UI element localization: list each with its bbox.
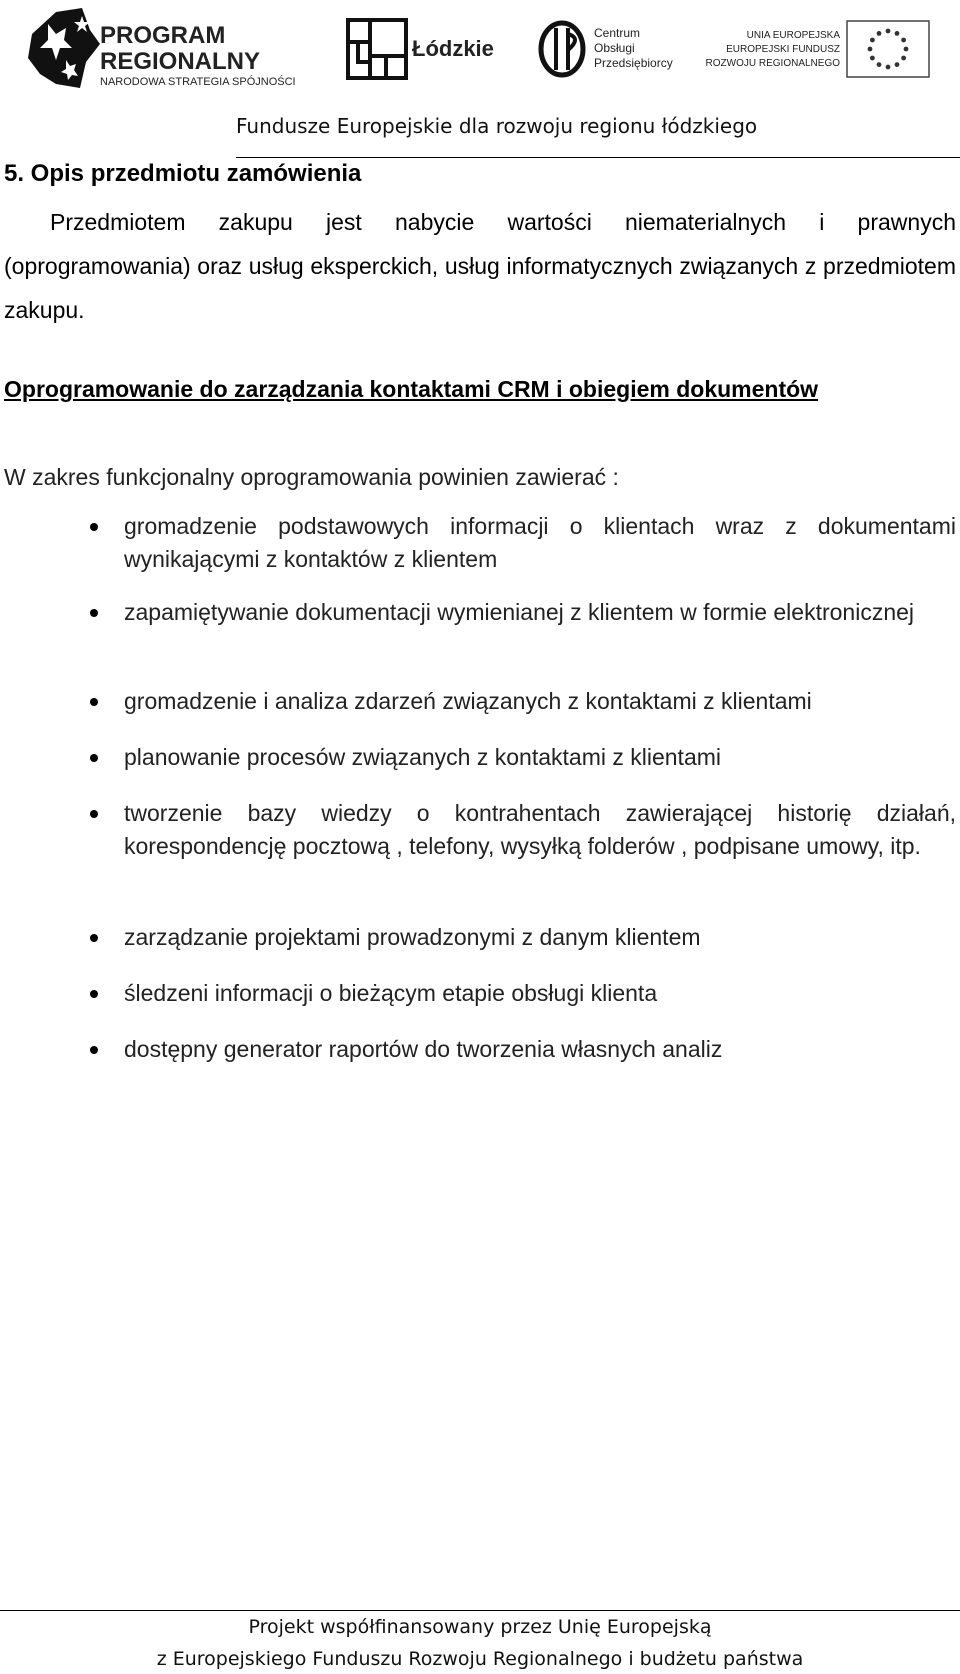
footer-line-2: z Europejskiego Funduszu Rozwoju Regionalnego i budżetu państwa [156,1648,804,1670]
lodzkie-logo [346,4,506,92]
program-logo-line2: REGIONALNY [100,48,261,75]
list-item-text: gromadzenie i analiza zdarzeń związanych z kontaktami z klientami [124,688,812,714]
header-caption: Fundusze Europejskie dla rozwoju regionu łódzkiego [236,114,758,138]
list-item-text: dostępny generator raportów do tworzenia własnych analiz [124,1036,723,1062]
list-item [124,685,956,718]
list-item-text: śledzeni informacji o bieżącym etapie obsługi klienta [124,980,658,1006]
bullet-icon [90,609,98,617]
list-item-text: zarządzanie projektami prowadzonymi z danym klientem [124,924,701,950]
cop-logo-line2: Obsługi [594,41,635,55]
cop-logo [538,4,678,92]
list-item [124,921,956,954]
page-header [0,0,960,160]
header-divider [236,157,960,158]
list-item [124,510,956,576]
lead-text: W zakres funkcjonalny oprogramowania powinien zawierać : [4,464,619,490]
bullet-icon [90,754,98,762]
eu-logo-line1: UNIA EUROPEJSKA [746,30,840,41]
list-item [124,1033,956,1066]
program-logo-line1: PROGRAM [100,22,226,49]
program-regionalny-logo [26,4,316,92]
subheading: Oprogramowanie do zarządzania kontaktami CRM i obiegiem dokumentów [4,376,819,402]
bullet-icon [90,523,98,531]
list-item-text: gromadzenie podstawowych informacji o klientach wraz z dokumentami wynikającymi z kontaktów z klientem [124,513,956,572]
section-heading: 5. Opis przedmiotu zamówienia [4,160,362,187]
cop-emblem-icon [538,20,590,78]
bullet-icon [90,698,98,706]
list-item [124,596,956,629]
cop-logo-line1: Centrum [594,26,641,40]
footer-line-1: Projekt współfinansowany przez Unię Europejską [248,1616,712,1638]
bullet-icon [90,1046,98,1054]
bullet-icon [90,990,98,998]
list-item [124,741,956,774]
lodzkie-emblem-icon [346,18,408,80]
eu-logo-line3: ROZWOJU REGIONALNEGO [705,58,840,69]
cop-logo-line3: Przedsiębiorcy [594,56,673,70]
bullet-icon [90,810,98,818]
intro-paragraph: Przedmiotem zakupu jest nabycie wartości niematerialnych i prawnych (oprogramowania) oraz usług eksperckich, usług informatycznych związanych z przedmiotem zakupu. [4,209,956,323]
eu-logo [705,4,932,92]
list-item-text: planowanie procesów związanych z kontaktami z klientami [124,744,722,770]
list-item-text: tworzenie bazy wiedzy o kontrahentach zawierającej historię działań, korespondencję pocztową , telefony, wysyłką folderów , podpisane umowy, itp. [124,800,956,859]
program-logo-line3: NARODOWA STRATEGIA SPÓJNOŚCI [100,76,296,88]
list-item [124,797,956,863]
list-item-text: zapamiętywanie dokumentacji wymienianej z klientem w formie elektronicznej [124,599,915,625]
eu-flag-icon [846,20,930,78]
footer-divider [0,1610,960,1611]
list-item [124,977,956,1010]
bullet-icon [90,934,98,942]
lodzkie-logo-name: Łódzkie [412,36,494,61]
eu-logo-line2: EUROPEJSKI FUNDUSZ [726,44,840,55]
